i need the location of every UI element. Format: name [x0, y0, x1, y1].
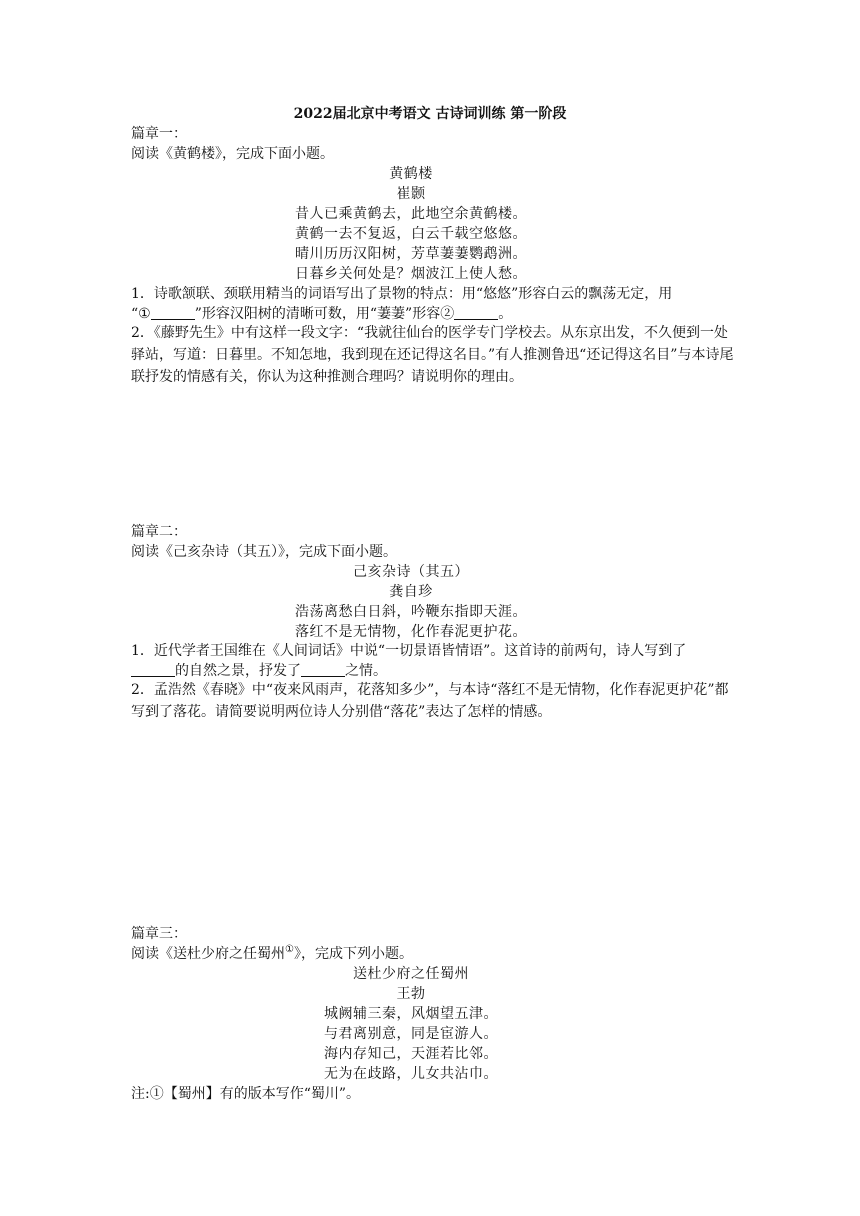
answer-blank[interactable]: [301, 662, 345, 677]
section1-poem-author: 崔颢: [396, 186, 426, 202]
section3-poem-title: 送杜少府之任蜀州: [353, 966, 469, 982]
poem-line: 落红不是无情物，化作春泥更护花。: [295, 624, 527, 640]
answer-blank[interactable]: [151, 305, 195, 320]
question-text: 之情。: [345, 663, 387, 679]
section3-intro: [131, 944, 771, 964]
answer-blank[interactable]: [131, 662, 175, 677]
section2-poem-author: 龚自珍: [389, 584, 433, 600]
section3-note: 注:①【蜀州】有的版本写作“蜀川”。: [131, 1086, 361, 1102]
poem-line: 城阙辅三秦，风烟望五津。: [324, 1006, 498, 1022]
question-text: 的自然之景，抒发了: [175, 663, 301, 679]
section1-heading: 篇章一：: [131, 126, 187, 142]
section3-heading: 篇章三：: [131, 926, 187, 942]
section2-intro: 阅读《己亥杂诗（其五）》，完成下面小题。: [131, 544, 397, 560]
section1-question2: 2．《藤野先生》中有这样一段文字：“我就往仙台的医学专门学校去。从东京出发，不久便到一处驿站，写道：日暮里。不知怎地，我到现在还记得这名目。”有人推测鲁迅“还记得这名目”与本诗尾联抒发的情感有关，你认为这种推测合理吗？请说明你的理由。: [131, 325, 734, 385]
question-text: 。: [498, 306, 513, 322]
poem-line: 浩荡离愁白日斜，吟鞭东指即天涯。: [295, 604, 527, 620]
section1-poem-title: 黄鹤楼: [389, 166, 433, 182]
poem-line: 黄鹤一去不复返，白云千载空悠悠。: [295, 226, 527, 242]
section2-heading: 篇章二：: [131, 524, 187, 540]
section2-poem-title: 己亥杂诗（其五）: [353, 564, 469, 580]
poem-line: 与君离别意，同是宦游人。: [324, 1026, 498, 1042]
question-text: 阅读《送杜少府之任蜀州: [131, 946, 285, 962]
document-title: 2022届北京中考语文 古诗词训练 第一阶段: [293, 106, 567, 122]
section1-question1-line1: 1．诗歌颔联、颈联用精当的词语写出了景物的特点：用“悠悠”形容白云的飘荡无定，用: [131, 286, 673, 302]
footnote-marker: ①: [285, 944, 294, 955]
section2-question1-line2: [131, 661, 771, 681]
poem-line: 昔人已乘黄鹤去，此地空余黄鹤楼。: [295, 206, 527, 222]
answer-blank[interactable]: [454, 305, 498, 320]
section2-question1-line1: 1．近代学者王国维在《人间词话》中说“一切景语皆情语”。这首诗的前两句，诗人写到了: [131, 643, 687, 659]
question-text: “①: [131, 306, 151, 322]
poem-line: 日暮乡关何处是？烟波江上使人愁。: [295, 266, 527, 282]
section3-poem-author: 王勃: [396, 986, 426, 1002]
poem-line: 海内存知己，天涯若比邻。: [324, 1046, 498, 1062]
section1-question1-line2: [131, 304, 771, 324]
poem-line: 无为在歧路，儿女共沾巾。: [324, 1066, 498, 1082]
poem-line: 晴川历历汉阳树，芳草萋萋鹦鹉洲。: [295, 246, 527, 262]
question-text: 》，完成下列小题。: [293, 946, 413, 962]
section2-question2: 2．孟浩然《春晓》中“夜来风雨声，花落知多少”，与本诗“落红不是无情物，化作春泥更护花”都写到了落花。请简要说明两位诗人分别借“落花”表达了怎样的情感。: [131, 682, 729, 720]
section1-intro: 阅读《黄鹤楼》，完成下面小题。: [131, 146, 334, 162]
question-text: ”形容汉阳树的清晰可数，用“萋萋”形容②: [194, 306, 455, 322]
